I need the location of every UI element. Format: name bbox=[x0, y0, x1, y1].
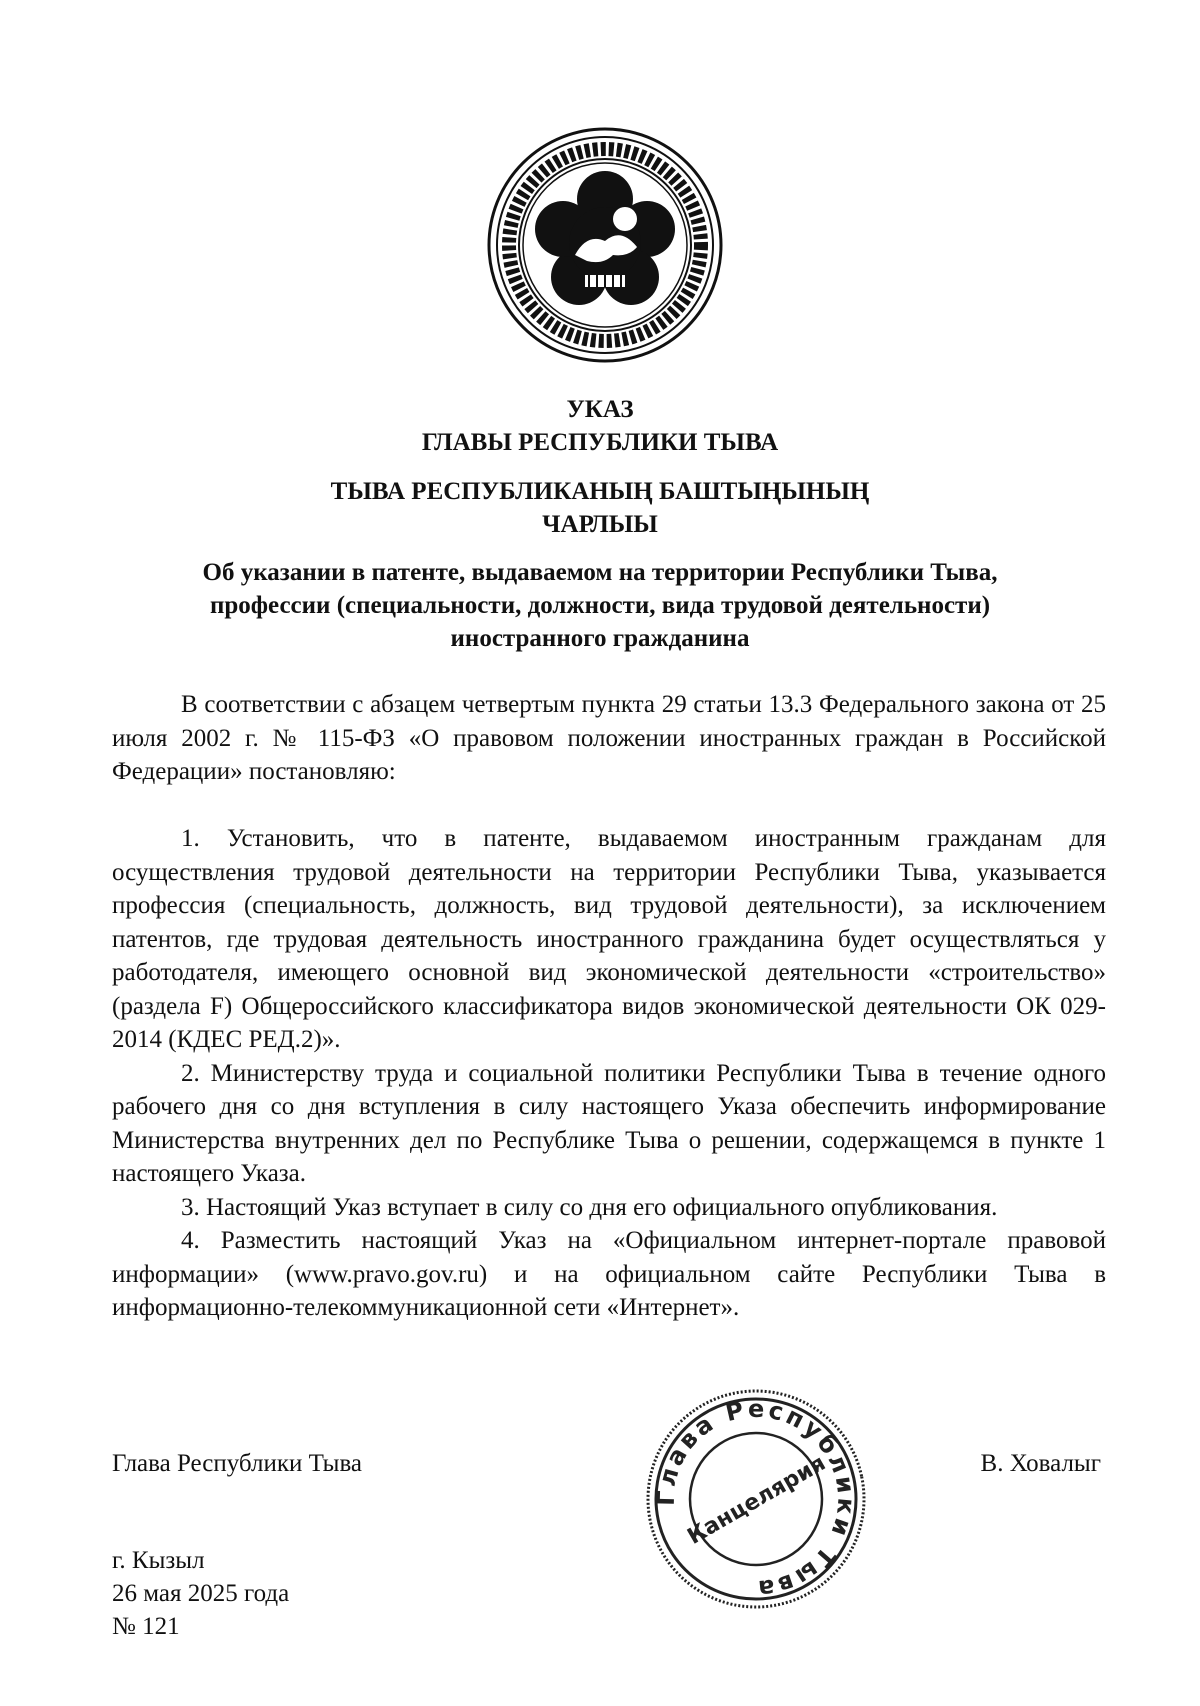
decree-number: № 121 bbox=[112, 1613, 180, 1640]
coat-of-arms-of-tuva-icon bbox=[485, 125, 725, 365]
stamp-center-text: Канцелярия bbox=[683, 1450, 831, 1550]
decree-item-3: 3. Настоящий Указ вступает в силу со дня его официального опубликования. bbox=[181, 1193, 998, 1221]
decree-item-2: 2. Министерству труда и социальной политики Республики Тыва в течение одного рабочего дня со дня вступления в силу настоящего Указа обеспечить информирование Министерства внутренних дел по Республике Тыва о решении, содержащемся в пункте 1 настоящего Указа. bbox=[112, 1059, 1106, 1187]
decree-item-1: 1. Установить, что в патенте, выдаваемом иностранным гражданам для осуществления трудовой деятельности на территории Республики Тыва, указывается профессия (специальность, должность, вид трудовой деятельности), за исключением патентов, где трудовая деятельность иностранного гражданина будет осуществляться у работодателя, имеющего основной вид экономической деятельности «строительство» (раздела F) Общероссийского классификатора видов экономической деятельности ОК 029-2014 (КДЕС РЕД.2)». bbox=[112, 825, 1106, 1053]
decree-subject-line1: Об указании в патенте, выдаваемом на территории Республики Тыва, bbox=[202, 559, 998, 586]
signatory-name: В. Ховалыг bbox=[980, 1450, 1101, 1477]
tuvan-title bbox=[100, 475, 1100, 541]
office-stamp-icon bbox=[642, 1385, 870, 1613]
decree-subject bbox=[100, 556, 1100, 655]
decree-preamble bbox=[112, 688, 1106, 789]
decree-items bbox=[112, 822, 1106, 1325]
decree-subject-line3: иностранного гражданина bbox=[450, 625, 750, 652]
decree-subject-line2: профессии (специальности, должности, вида трудовой деятельности) bbox=[209, 592, 991, 619]
decree-place-date bbox=[112, 1544, 289, 1643]
decree-city: г. Кызыл bbox=[112, 1547, 205, 1574]
preamble-paragraph: В соответствии с абзацем четвертым пункта 29 статьи 13.3 Федерального закона от 25 июля 2002 г. № 115-ФЗ «О правовом положении иностранных граждан в Российской Федерации» постановляю: bbox=[112, 691, 1106, 785]
stamp-ring-text: Глава Республики Тыва bbox=[651, 1394, 861, 1604]
decree-date: 26 мая 2025 года bbox=[112, 1580, 290, 1607]
signatory-position: Глава Республики Тыва bbox=[112, 1450, 363, 1477]
decree-title-line1: УКАЗ bbox=[566, 396, 634, 423]
tuvan-title-line2: ЧАРЛЫЫ bbox=[542, 511, 658, 538]
decree-title bbox=[100, 393, 1100, 459]
tuvan-title-line1: ТЫВА РЕСПУБЛИКАНЫҢ БАШТЫҢЫНЫҢ bbox=[330, 478, 870, 505]
decree-title-line2: ГЛАВЫ РЕСПУБЛИКИ ТЫВА bbox=[421, 429, 779, 456]
decree-item-4: 4. Разместить настоящий Указ на «Официальном интернет-портале правовой информации» (www.pravo.gov.ru) и на официальном сайте Республики Тыва в информационно-телекоммуникационной сети «Интернет». bbox=[112, 1227, 1106, 1321]
